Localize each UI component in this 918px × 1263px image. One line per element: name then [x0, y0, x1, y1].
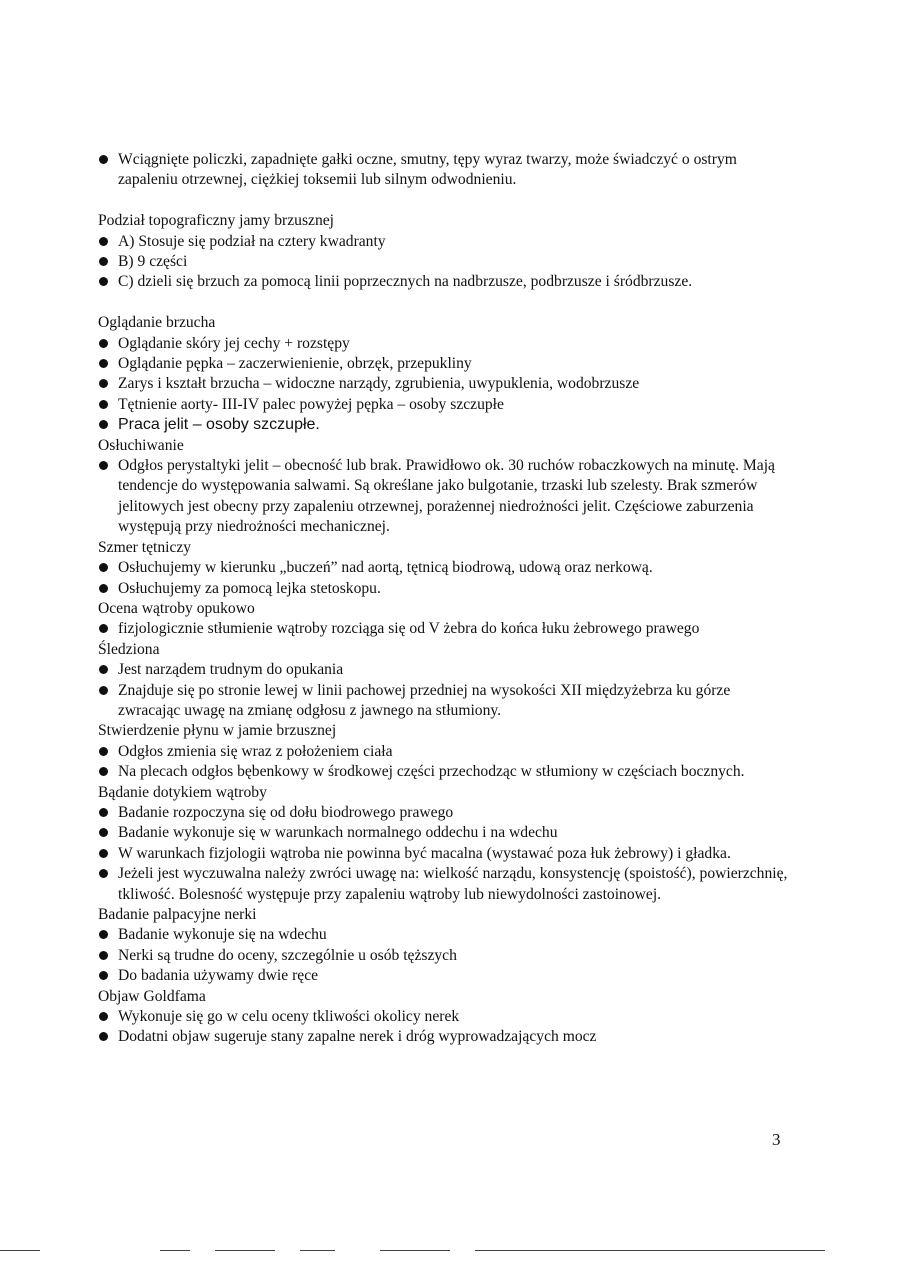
bullet-icon: [99, 624, 108, 633]
section-list: [98, 619, 788, 639]
list-item: Odgłos perystaltyki jelit – obecność lub brak. Prawidłowo ok. 30 ruchów robaczkowych na minutę. Mają tendencje do występowania salwami. Są określane jako bulgotanie, trzaski lub szelesty. Brak szmerów jelitowych jest obecny przy zapaleniu otrzewnej, porażennej niedrożności jelit. Częściowe zaburzenia występują przy niedrożności mechanicznej.: [98, 456, 788, 538]
bullet-icon: [99, 828, 108, 837]
section-heading: Stwierdzenie płynu w jamie brzusznej: [98, 722, 337, 740]
bullet-icon: [99, 930, 108, 939]
section-heading: Śledziona: [98, 640, 160, 658]
list-item: Na plecach odgłos bębenkowy w środkowej części przechodząc w stłumiony w częściach bocznych.: [98, 762, 788, 782]
list-item: Praca jelit – osoby szczupłe.: [98, 415, 788, 435]
bullet-icon: [99, 339, 108, 348]
section-heading: Objaw Goldfama: [98, 987, 206, 1005]
scan-line: [160, 1250, 190, 1251]
list-item: Osłuchujemy za pomocą lejka stetoskopu.: [98, 579, 788, 599]
bullet-icon: [99, 665, 108, 674]
bullet-icon: [99, 584, 108, 593]
list-item: Wciągnięte policzki, zapadnięte gałki oczne, smutny, tępy wyraz twarzy, może świadczyć o ostrym zapaleniu otrzewnej, ciężkiej toksemii lub silnym odwodnieniu.: [98, 150, 788, 191]
list-item: Do badania używamy dwie ręce: [98, 966, 788, 986]
bullet-icon: [99, 155, 108, 164]
bullet-icon: [99, 747, 108, 756]
list-item: Badanie rozpoczyna się od dołu biodrowego prawego: [98, 803, 788, 823]
bullet-icon: [99, 379, 108, 388]
bullet-icon: [99, 1032, 108, 1041]
bullet-icon: [99, 563, 108, 572]
page-number: 3: [772, 1130, 781, 1149]
paragraph-gap: [98, 191, 788, 211]
list-item: Osłuchujemy w kierunku „buczeń” nad aortą, tętnicą biodrową, udową oraz nerkową.: [98, 558, 788, 578]
bullet-icon: [99, 237, 108, 246]
list-item: Jeżeli jest wyczuwalna należy zwróci uwagę na: wielkość narządu, konsystencję (spoistość), powierzchnię, tkliwość. Bolesność występuje przy zapaleniu wątroby lub niewydolności zastoinowej.: [98, 864, 788, 905]
list-item: Dodatni objaw sugeruje stany zapalne nerek i dróg wyprowadzających mocz: [98, 1027, 788, 1047]
section-list: [98, 803, 788, 905]
bullet-icon: [99, 869, 108, 878]
bullet-icon: [99, 420, 108, 429]
bullet-icon: [99, 808, 108, 817]
bullet-icon: [99, 1012, 108, 1021]
section-list: [98, 334, 788, 436]
list-item: Badanie wykonuje się w warunkach normalnego oddechu i na wdechu: [98, 823, 788, 843]
bullet-icon: [99, 359, 108, 368]
section-list: [98, 1007, 788, 1048]
section-list: [98, 742, 788, 783]
list-item: C) dzieli się brzuch za pomocą linii poprzecznych na nadbrzusze, podbrzusze i śródbrzusze.: [98, 272, 788, 292]
section-heading: Podział topograficzny jamy brzusznej: [98, 212, 334, 230]
bullet-icon: [99, 400, 108, 409]
section-list: [98, 456, 788, 538]
list-item: fizjologicznie stłumienie wątroby rozciąga się od V żebra do końca łuku żebrowego prawego: [98, 619, 788, 639]
scan-line: [300, 1250, 335, 1251]
bullet-icon: [99, 461, 108, 470]
list-item: A) Stosuje się podział na cztery kwadranty: [98, 232, 788, 252]
bullet-icon: [99, 849, 108, 858]
section-heading: Badanie palpacyjne nerki: [98, 906, 257, 923]
list-item: Odgłos zmienia się wraz z położeniem ciała: [98, 742, 788, 762]
bullet-icon: [99, 257, 108, 266]
paragraph-gap: [98, 293, 788, 313]
scan-line: [475, 1250, 825, 1251]
section-list: [98, 660, 788, 721]
section-heading: Oglądanie brzucha: [98, 314, 216, 332]
list-item: Jest narządem trudnym do opukania: [98, 660, 788, 680]
section-heading: Bądanie dotykiem wątroby: [98, 783, 267, 801]
intro-list: [98, 150, 788, 191]
list-item: Oglądanie pępka – zaczerwienienie, obrzęk, przepukliny: [98, 354, 788, 374]
list-item: Nerki są trudne do oceny, szczególnie u osób tęższych: [98, 946, 788, 966]
section-heading: Osłuchiwanie: [98, 436, 184, 454]
section-list: [98, 558, 788, 599]
list-item: Wykonuje się go w celu oceny tkliwości okolicy nerek: [98, 1007, 788, 1027]
section-heading: Szmer tętniczy: [98, 538, 192, 556]
bullet-icon: [99, 971, 108, 980]
bullet-icon: [99, 951, 108, 960]
section-list: [98, 925, 788, 986]
section-list: [98, 232, 788, 293]
list-item: Tętnienie aorty- III-IV palec powyżej pępka – osoby szczupłe: [98, 395, 788, 415]
bullet-icon: [99, 277, 108, 286]
scan-line: [0, 1250, 40, 1251]
document-body: [98, 150, 788, 1048]
section-heading: Ocena wątroby opukowo: [98, 599, 255, 617]
list-item: Badanie wykonuje się na wdechu: [98, 925, 788, 945]
list-item: B) 9 części: [98, 252, 788, 272]
bullet-icon: [99, 767, 108, 776]
scan-line: [380, 1250, 450, 1251]
scan-line: [215, 1250, 275, 1251]
list-item: Znajduje się po stronie lewej w linii pachowej przedniej na wysokości XII międzyżebrza ku górze zwracając uwagę na zmianę odgłosu z jawnego na stłumiony.: [98, 681, 788, 722]
list-item: Oglądanie skóry jej cechy + rozstępy: [98, 334, 788, 354]
bullet-icon: [99, 686, 108, 695]
list-item: Zarys i kształt brzucha – widoczne narządy, zgrubienia, uwypuklenia, wodobrzusze: [98, 374, 788, 394]
list-item: W warunkach fizjologii wątroba nie powinna być macalna (wystawać poza łuk żebrowy) i gładka.: [98, 844, 788, 864]
